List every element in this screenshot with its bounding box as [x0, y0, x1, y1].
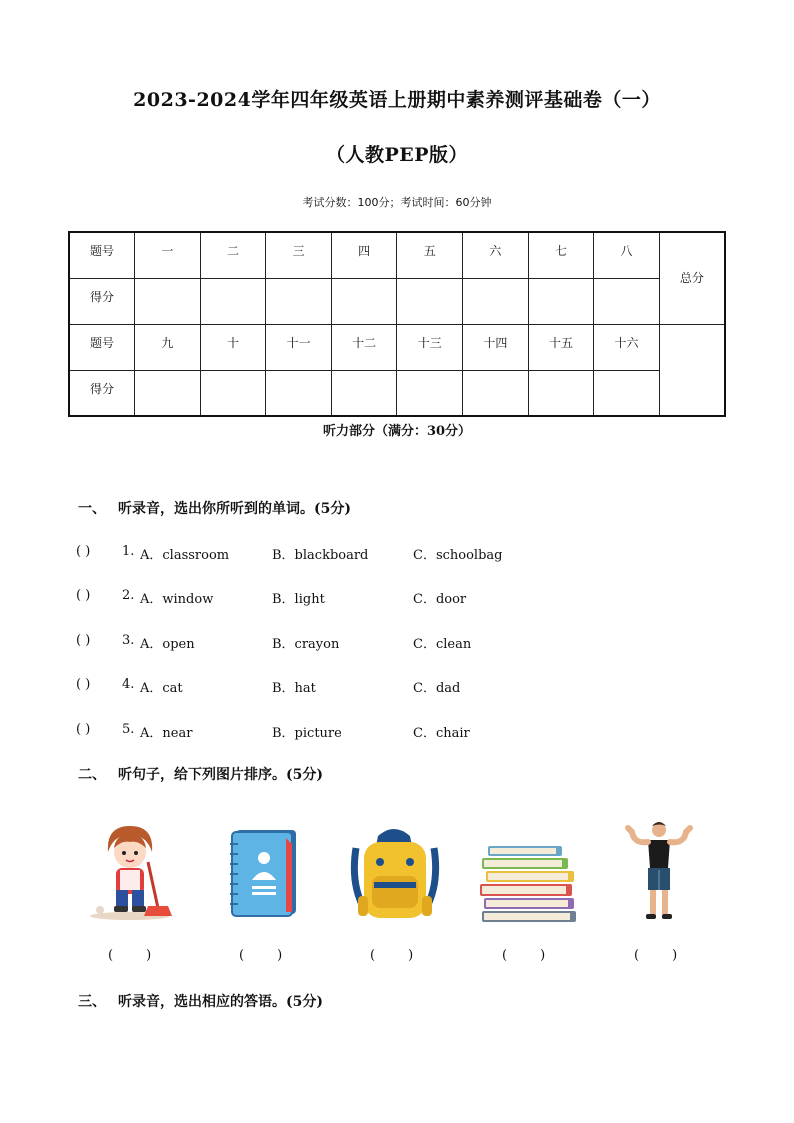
schoolbag-picture — [348, 826, 442, 922]
table-row-label: 得分 — [69, 278, 135, 324]
question-number: 1. — [122, 544, 135, 559]
question-number-cell: 六 — [463, 232, 529, 278]
section-1-heading — [78, 498, 351, 518]
question-item — [76, 633, 676, 653]
answer-blank[interactable]: ( ) — [76, 544, 91, 559]
question-number: 3. — [122, 633, 135, 648]
table-row-label: 得分 — [69, 370, 135, 416]
score-cell[interactable] — [266, 370, 332, 416]
picture-answer-blank[interactable]: ( ) — [502, 948, 546, 963]
option-a: A．window — [140, 592, 214, 607]
question-number-cell: 一 — [135, 232, 201, 278]
option-b: B．crayon — [272, 637, 340, 652]
option-b: B．picture — [272, 726, 342, 741]
notebook-picture — [228, 828, 300, 918]
table-row — [69, 324, 725, 370]
table-row — [69, 370, 725, 416]
score-cell[interactable] — [397, 278, 463, 324]
strong-man-picture — [624, 820, 694, 922]
answer-blank[interactable]: ( ) — [76, 722, 91, 737]
question-number-cell: 五 — [397, 232, 463, 278]
score-cell[interactable] — [463, 278, 529, 324]
exam-title: 2023-2024学年四年级英语上册期中素养测评基础卷（一） — [133, 89, 661, 111]
score-cell[interactable] — [463, 370, 529, 416]
question-number-cell: 十二 — [331, 324, 397, 370]
question-item — [76, 722, 676, 742]
answer-blank[interactable]: ( ) — [76, 633, 91, 648]
question-number: 4. — [122, 677, 135, 692]
option-b: B．light — [272, 592, 325, 607]
total-label-cell: 总分 — [659, 232, 725, 324]
option-c: C．schoolbag — [413, 548, 503, 563]
picture-answer-blank[interactable]: ( ) — [239, 948, 283, 963]
books-stack-picture — [478, 844, 580, 924]
option-c: C．chair — [413, 726, 470, 741]
section-number: 一、 — [78, 501, 106, 517]
picture-answer-blank[interactable]: ( ) — [634, 948, 678, 963]
score-cell[interactable] — [135, 370, 201, 416]
section-title: 听录音，选出相应的答语。(5分) — [118, 994, 323, 1010]
option-a: A．classroom — [140, 548, 230, 563]
section-2-heading — [78, 764, 323, 784]
question-number: 5. — [122, 722, 135, 737]
score-cell[interactable] — [135, 278, 201, 324]
question-number-cell: 三 — [266, 232, 332, 278]
option-a: A．open — [140, 637, 195, 652]
table-row-label: 题号 — [69, 324, 135, 370]
question-number-cell: 二 — [200, 232, 266, 278]
answer-blank[interactable]: ( ) — [76, 677, 91, 692]
total-score-cell[interactable] — [659, 324, 725, 416]
score-cell[interactable] — [397, 370, 463, 416]
score-cell[interactable] — [331, 278, 397, 324]
picture-answer-blank[interactable]: ( ) — [108, 948, 152, 963]
option-c: C．dad — [413, 681, 461, 696]
question-number-cell: 十 — [200, 324, 266, 370]
question-number: 2. — [122, 588, 135, 603]
picture-answer-blank[interactable]: ( ) — [370, 948, 414, 963]
section-number: 二、 — [78, 767, 106, 783]
question-number-cell: 八 — [594, 232, 660, 278]
section-number: 三、 — [78, 994, 106, 1010]
question-number-cell: 十四 — [463, 324, 529, 370]
option-a: A．near — [140, 726, 193, 741]
option-c: C．clean — [413, 637, 472, 652]
table-row — [69, 232, 725, 278]
question-item — [76, 588, 676, 608]
option-b: B．blackboard — [272, 548, 369, 563]
score-cell[interactable] — [594, 370, 660, 416]
listening-header: 听力部分（满分：30分） — [322, 424, 472, 439]
question-number-cell: 十五 — [528, 324, 594, 370]
option-b: B．hat — [272, 681, 316, 696]
score-table — [68, 231, 726, 417]
exam-info: 考试分数：100分；考试时间：60分钟 — [302, 196, 492, 209]
question-number-cell: 十六 — [594, 324, 660, 370]
score-cell[interactable] — [200, 278, 266, 324]
question-number-cell: 九 — [135, 324, 201, 370]
question-number-cell: 十三 — [397, 324, 463, 370]
option-c: C．door — [413, 592, 467, 607]
question-number-cell: 十一 — [266, 324, 332, 370]
question-number-cell: 四 — [331, 232, 397, 278]
table-row — [69, 278, 725, 324]
answer-blank[interactable]: ( ) — [76, 588, 91, 603]
score-cell[interactable] — [266, 278, 332, 324]
score-cell[interactable] — [594, 278, 660, 324]
question-item — [76, 677, 676, 697]
score-cell[interactable] — [528, 370, 594, 416]
question-number-cell: 七 — [528, 232, 594, 278]
score-cell[interactable] — [528, 278, 594, 324]
score-cell[interactable] — [331, 370, 397, 416]
section-title: 听录音，选出你所听到的单词。(5分) — [118, 501, 351, 517]
exam-subtitle: （人教PEP版） — [325, 144, 469, 166]
section-title: 听句子，给下列图片排序。(5分) — [118, 767, 323, 783]
score-cell[interactable] — [200, 370, 266, 416]
option-a: A．cat — [140, 681, 183, 696]
section-3-heading — [78, 991, 323, 1011]
table-row-label: 题号 — [69, 232, 135, 278]
girl-sweeping-picture — [86, 822, 178, 922]
question-item — [76, 544, 676, 564]
